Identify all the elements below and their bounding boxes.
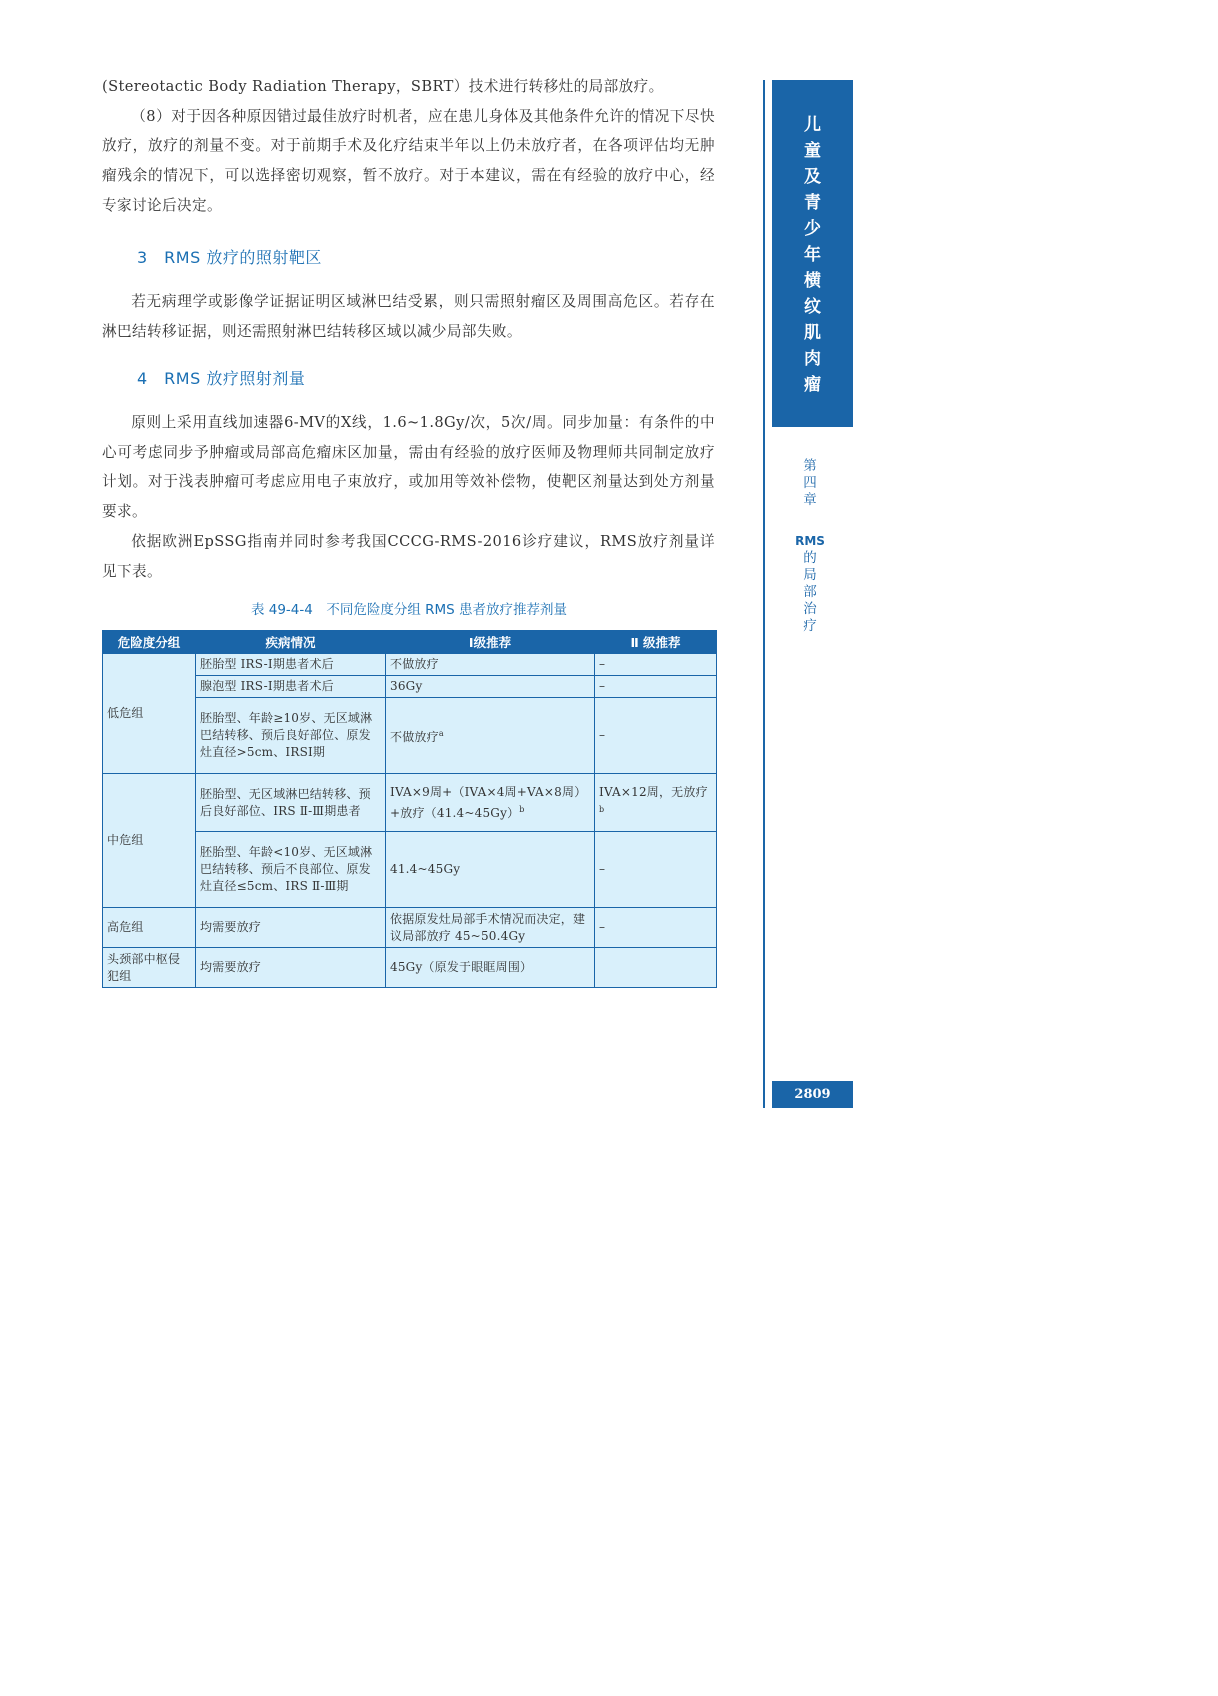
chapter-title-char: 治 — [803, 601, 817, 617]
book-title-char: 瘤 — [804, 375, 821, 395]
table-header-row — [103, 631, 717, 654]
level-1-text: IVA×9周+（IVA×4周+VA×8周）+放疗（41.4~45Gy） — [390, 784, 587, 820]
chapter-char: 章 — [803, 492, 817, 508]
body-text-target — [102, 287, 715, 346]
sidebar-rule — [763, 80, 765, 1108]
table-row — [103, 698, 717, 774]
paragraph-dose-2: 依据欧洲EpSSG指南并同时参考我国CCCG-RMS-2016诊疗建议，RMS放疗剂量详见下表。 — [102, 532, 715, 580]
page-number: 2809 — [772, 1081, 853, 1108]
table-row — [103, 948, 717, 988]
section-heading-3: 3 RMS 放疗的照射靶区 — [137, 248, 322, 267]
footnote-marker: a — [438, 729, 444, 738]
level-1-cell: 依据原发灶局部手术情况而决定，建议局部放疗 45~50.4Gy — [386, 908, 595, 948]
level-2-cell: – — [595, 698, 717, 774]
header-level-1: Ⅰ级推荐 — [386, 631, 595, 654]
book-title-char: 年 — [804, 245, 821, 265]
level-1-cell: 不做放疗 — [386, 654, 595, 676]
risk-group-mid: 中危组 — [103, 774, 196, 908]
level-2-cell: – — [595, 676, 717, 698]
level-1-cell: 36Gy — [386, 676, 595, 698]
condition-cell: 均需要放疗 — [196, 948, 386, 988]
level-2-cell — [595, 774, 717, 832]
radiotherapy-dose-table — [102, 630, 717, 988]
table-row — [103, 908, 717, 948]
book-title-char: 童 — [804, 141, 821, 161]
condition-cell: 胚胎型、年龄<10岁、无区域淋巴结转移、预后不良部位、原发灶直径≤5cm、IRS Ⅱ-Ⅲ期 — [196, 832, 386, 908]
table-caption: 表 49-4-4 不同危险度分组 RMS 患者放疗推荐剂量 — [250, 602, 568, 618]
paragraph-dose-1: 原则上采用直线加速器6-MV的X线，1.6~1.8Gy/次，5次/周。同步加量：有条件的中心可考虑同步予肿瘤或局部高危瘤床区加量，需由有经验的放疗医师及物理师共同制定放疗计划。对于浅表肿瘤可考虑应用电子束放疗，或加用等效补偿物，使靶区剂量达到处方剂量要求。 — [102, 414, 715, 521]
footnote-marker: b — [519, 804, 525, 814]
book-title-char: 儿 — [804, 115, 821, 135]
table-row — [103, 676, 717, 698]
condition-cell: 腺泡型 IRS-Ⅰ期患者术后 — [196, 676, 386, 698]
level-1-text: 不做放疗 — [390, 730, 439, 744]
body-text-dose — [102, 408, 715, 586]
book-title-char: 横 — [804, 271, 821, 291]
condition-cell: 胚胎型、年龄≥10岁、无区域淋巴结转移、预后良好部位、原发灶直径>5cm、IRSⅠ期 — [196, 698, 386, 774]
level-1-cell — [386, 698, 595, 774]
header-condition: 疾病情况 — [196, 631, 386, 654]
header-risk-group: 危险度分组 — [103, 631, 196, 654]
chapter-char: 四 — [803, 475, 817, 491]
table-row — [103, 774, 717, 832]
chapter-title-char: 局 — [803, 567, 817, 583]
section-heading-4: 4 RMS 放疗照射剂量 — [137, 369, 306, 388]
paragraph-sbrt: (Stereotactic Body Radiation Therapy，SBRT）技术进行转移灶的局部放疗。 — [102, 78, 664, 95]
paragraph-target: 若无病理学或影像学证据证明区域淋巴结受累，则只需照射瘤区及周围高危区。若存在淋巴结转移证据，则还需照射淋巴结转移区域以减少局部失败。 — [102, 293, 715, 340]
book-title-char: 青 — [804, 193, 821, 213]
level-2-text: IVA×12周，无放疗 — [599, 784, 708, 799]
table-row — [103, 654, 717, 676]
book-title — [772, 112, 853, 398]
book-title-char: 及 — [804, 167, 821, 187]
level-1-cell — [386, 774, 595, 832]
risk-group-high: 高危组 — [103, 908, 196, 948]
chapter-char: 第 — [803, 458, 817, 474]
chapter-title-char: 部 — [803, 584, 817, 600]
paragraph-8: （8）对于因各种原因错过最佳放疗时机者，应在患儿身体及其他条件允许的情况下尽快放疗，放疗的剂量不变。对于前期手术及化疗结束半年以上仍未放疗者，在各项评估均无肿瘤残余的情况下，可以选择密切观察，暂不放疗。对于本建议，需在有经验的放疗中心，经专家讨论后决定。 — [102, 107, 715, 214]
level-2-cell: – — [595, 654, 717, 676]
book-title-char: 纹 — [804, 297, 821, 317]
level-2-cell: – — [595, 832, 717, 908]
book-title-char: 肉 — [804, 349, 821, 369]
condition-cell: 胚胎型、无区域淋巴结转移、预后良好部位、IRS Ⅱ-Ⅲ期患者 — [196, 774, 386, 832]
level-2-cell: – — [595, 908, 717, 948]
risk-group-head-neck: 头颈部中枢侵犯组 — [103, 948, 196, 988]
level-2-cell — [595, 948, 717, 988]
chapter-label — [780, 458, 840, 635]
chapter-title-char: RMS — [795, 534, 825, 548]
footnote-marker: b — [599, 804, 605, 814]
book-title-char: 肌 — [804, 323, 821, 343]
book-title-char: 少 — [804, 219, 821, 239]
chapter-title-char: 疗 — [803, 618, 817, 634]
table-row — [103, 832, 717, 908]
level-1-cell: 45Gy（原发于眼眶周围） — [386, 948, 595, 988]
condition-cell: 胚胎型 IRS-Ⅰ期患者术后 — [196, 654, 386, 676]
book-title-tab — [772, 80, 853, 427]
body-text-top — [102, 72, 715, 221]
header-level-2: Ⅱ 级推荐 — [595, 631, 717, 654]
risk-group-low: 低危组 — [103, 654, 196, 774]
level-1-cell: 41.4~45Gy — [386, 832, 595, 908]
condition-cell: 均需要放疗 — [196, 908, 386, 948]
chapter-title-char: 的 — [803, 550, 817, 566]
